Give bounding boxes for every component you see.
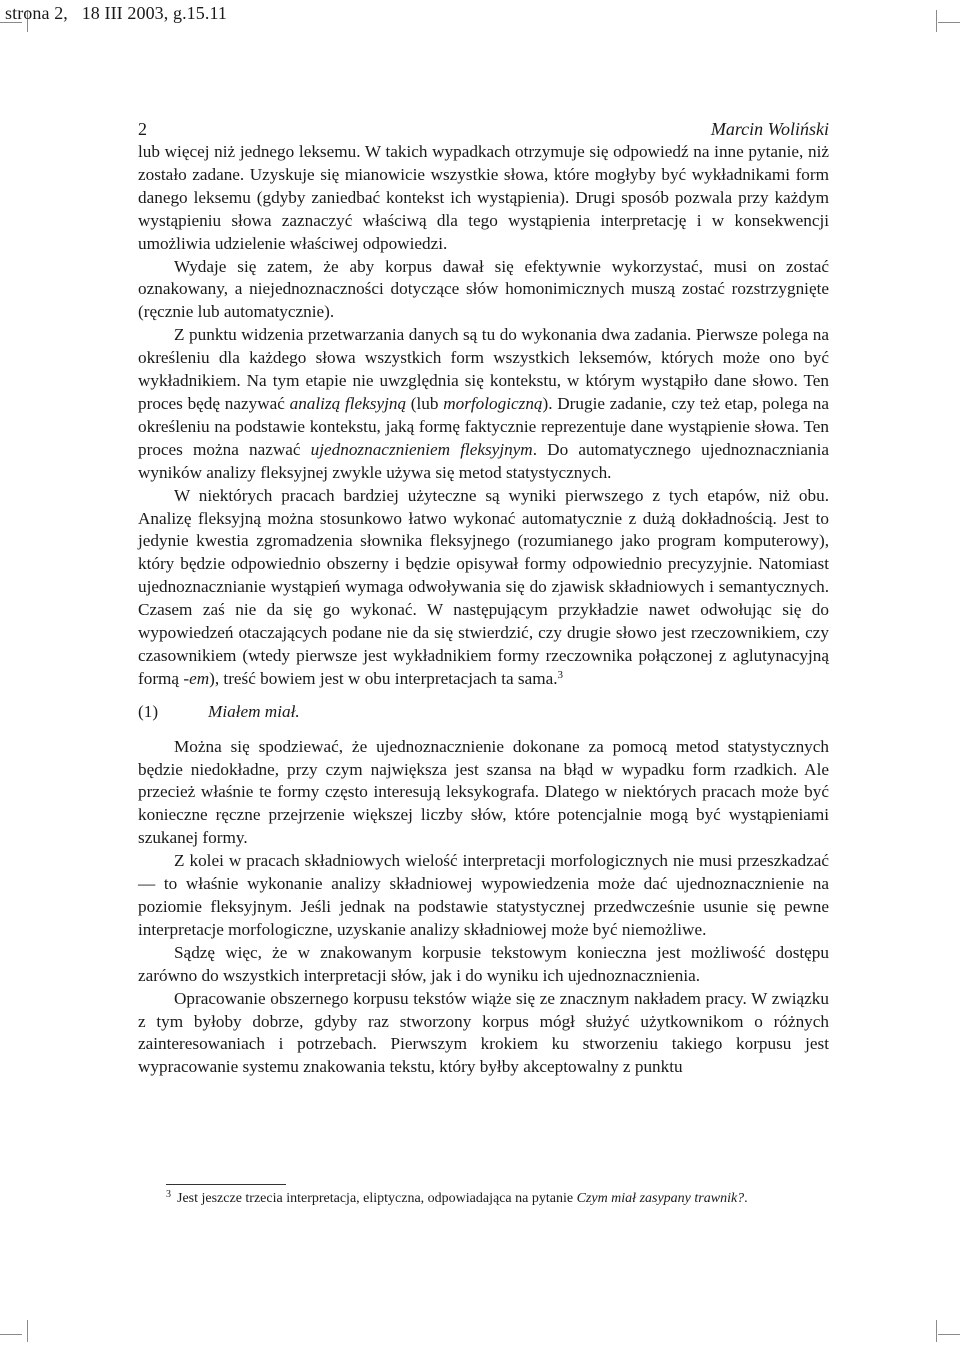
paragraph: Sądzę więc, że w znakowanym korpusie tekstowym konieczna jest możliwość dostępu zarówno do wszystkich interpretacji słów, jak i do wyniku ich ujednoznacznienia.	[138, 942, 829, 985]
footnote-text: Jest jeszcze trzecia interpretacja, eliptyczna, odpowiadająca na pytanie	[177, 1191, 577, 1206]
crop-mark	[938, 1334, 960, 1335]
page-author: Marcin Woliński	[710, 119, 829, 139]
text-run: ), treść bowiem jest w obu interpretacjach ta sama.	[209, 668, 558, 688]
example-text: Miałem miał.	[208, 701, 300, 721]
paragraph: Opracowanie obszernego korpusu tekstów wiąże się ze znacznym nakładem pracy. W związku z tym byłoby dobrze, gdyby raz stworzony korpus mógł służyć użytkownikom o różnych zainteresowaniach i potrzebach. Pierwszym krokiem ku stworzeniu takiego korpusu jest wypracowanie systemu znakowania tekstu, który byłby akceptowalny z punktu	[138, 988, 829, 1077]
suffix-em: -em	[183, 668, 210, 688]
body-text	[138, 141, 829, 1079]
footnote-quote: Czym miał zasypany trawnik?	[576, 1191, 745, 1206]
paragraph	[138, 324, 829, 484]
text-run: W niektórych pracach bardziej użyteczne są wyniki pierwszego z tych etapów, niż obu. Analizę fleksyjną można stosunkowo łatwo wykonać automatycznie z dużą dokładnością. Jest to jedynie kwestia zgromadzenia słownika fleksyjnego (rozumianego jako program komputerowy), który będzie odpowiednio obszerny i będzie opisywał formy odpowiednio precyzyjnie. Natomiast ujednoznacznianie wystąpień wymaga odwoływania się do zjawisk składniowych i semantycznych. Czasem zaś nie da się go wykonać. W następującym przykładzie nawet odwołując się do wypowiedzeń otaczających podane nie da się stwierdzić, czy drugie słowo jest rzeczownikiem, czy czasownikiem (wtedy pierwsze jest wykładnikiem formy rzeczownika połączonej z aglutynacyjną formą	[138, 485, 829, 688]
paragraph: lub więcej niż jednego leksemu. W takich wypadkach otrzymuje się odpowiedź na inne pytanie, niż zostało zadane. Uzyskuje się mianowicie wszystkie słowa, które mogłyby być wykładnikami form danego leksemu (gdyby zaniedbać kontekst ich wystąpienia). Drugi sposób pozwala przy każdym wystąpieniu słowa zaznaczyć właściwą dla tego wystąpienia interpretację i w konsekwencji umożliwia udzielenie właściwej odpowiedzi.	[138, 142, 829, 253]
text-run: Z punktu widzenia przetwarzania danych są tu do wykonania dwa zadania. Pierwsze polega na określeniu dla każdego słowa wszystkich form wszystkich leksemów, których może ono być wykładnikiem. Na tym etapie nie uwzględnia się kontekstu, w którym wystąpiło dane słowo. Ten proces będę nazywać	[138, 325, 829, 413]
example-number: (1)	[138, 701, 159, 721]
paragraph: Z kolei w pracach składniowych wielość interpretacji morfologicznych nie musi przeszkadzać — to właśnie wykonanie analizy składniowej wypowiedzenia może dać ujednoznacznienie na poziomie fleksyjnym. Jeśli jednak na podstawie statystycznej przedwcześnie usunie się pewne interpretacje morfologiczne, uzyskanie analizy składniowej może być niemożliwe.	[138, 851, 829, 939]
crop-mark	[936, 10, 937, 32]
term-analiza-fleksyjna: analizą fleksyjną	[289, 393, 407, 413]
page-number: 2	[138, 119, 147, 139]
footnote-ref[interactable]: 3	[557, 668, 564, 681]
example	[138, 701, 829, 724]
crop-mark	[936, 1320, 937, 1342]
text-run: . Do automatycznego ujednoznaczniania wyników analizy fleksyjnej zwykle używa się metod statystycznych.	[138, 439, 830, 482]
paragraph: Można się spodziewać, że ujednoznacznienie dokonane za pomocą metod statystycznych będzie niedokładne, przy czym największa jest szansa na błąd w wypadku form rzadkich. Ale przecież właśnie te formy często interesują leksykografa. Dlatego w niektórych pracach może być konieczne ręczne przejrzenie większej liczby słów, które potencjalnie mogą być wystąpieniami szukanej formy.	[138, 736, 829, 848]
crop-mark	[938, 22, 960, 23]
text-run: (lub	[406, 393, 444, 413]
crop-mark	[27, 1320, 28, 1342]
footnote	[166, 1189, 836, 1209]
term-ujednoznacznienie: ujednoznacznieniem fleksyjnym	[310, 439, 533, 459]
paragraph: Wydaje się zatem, że aby korpus dawał się efektywnie wykorzystać, musi on zostać oznakowany, a niejednoznaczności dotyczące słów homonimicznych muszą zostać rozstrzygnięte (ręcznie lub automatycznie).	[138, 256, 829, 322]
paragraph	[138, 485, 829, 691]
print-stamp: strona 2, 18 III 2003, g.15.11	[5, 3, 228, 23]
footnote-mark: 3	[166, 1189, 171, 1200]
footnote-end: .	[744, 1191, 748, 1206]
term-morfologiczna: morfologiczną	[443, 393, 543, 413]
text-run: ). Drugie zadanie, czy też etap, polega na określeniu na podstawie kontekstu, jaką formę faktycznie reprezentuje dane wystąpienie słowa. Ten proces można nazwać	[138, 393, 829, 459]
footnote-rule	[166, 1184, 286, 1185]
crop-mark	[0, 1334, 22, 1335]
